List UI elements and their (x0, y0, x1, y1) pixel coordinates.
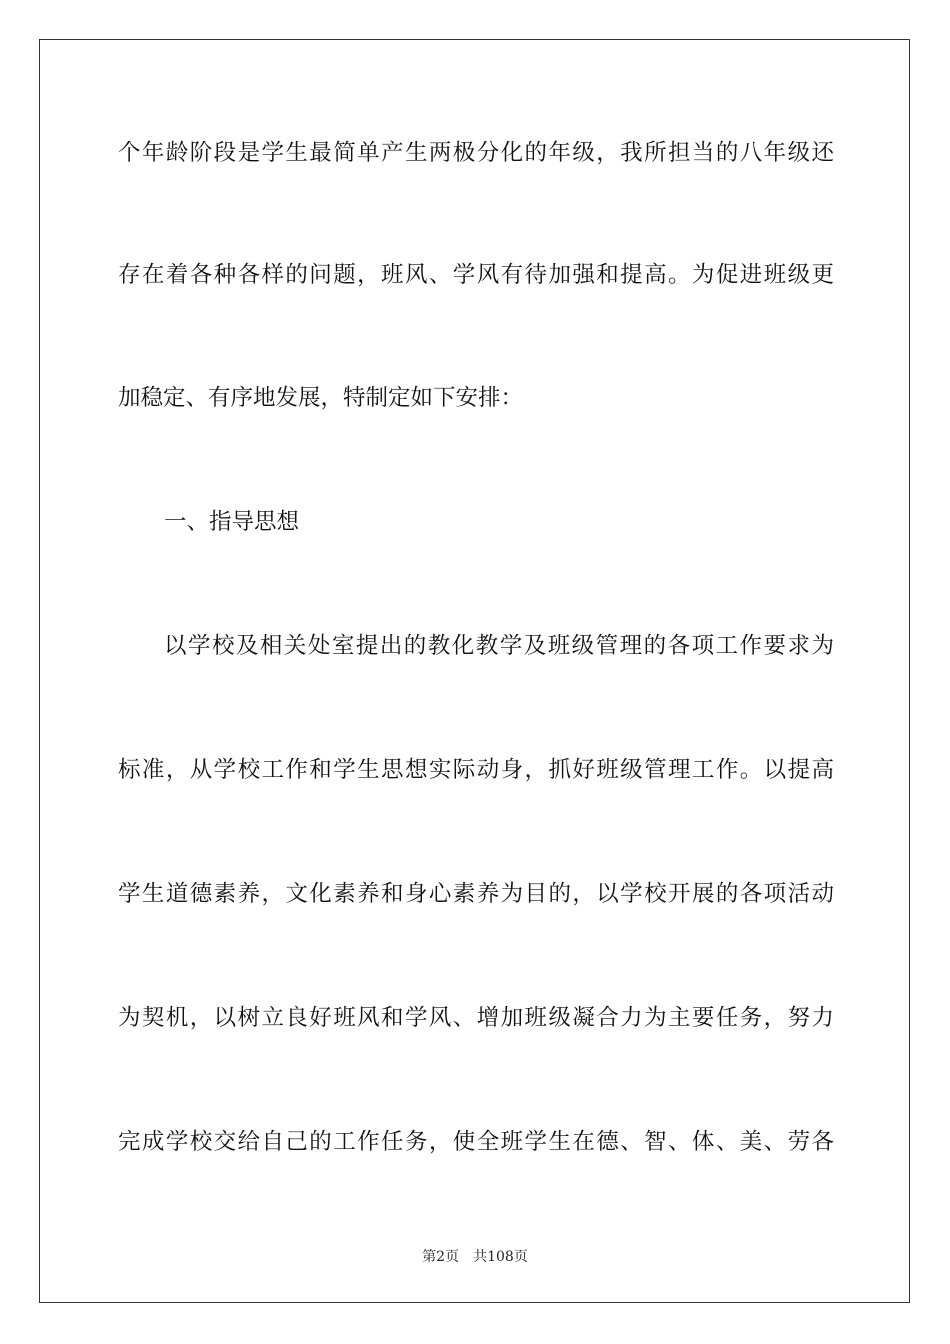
paragraph-line-4: 以学校及相关处室提出的教化教学及班级管理的各项工作要求为 (164, 633, 834, 659)
paragraph-line-6: 学生道德素养，文化素养和身心素养为目的，以学校开展的各项活动 (118, 881, 834, 907)
page-footer (0, 1248, 950, 1266)
paragraph-line-5: 标准，从学校工作和学生思想实际动身，抓好班级管理工作。以提高 (118, 757, 834, 783)
page-number: 第2页 (422, 1249, 460, 1265)
paragraph-line-2: 存在着各种各样的问题，班风、学风有待加强和提高。为促进班级更 (118, 262, 834, 288)
paragraph-line-8: 完成学校交给自己的工作任务，使全班学生在德、智、体、美、劳各 (118, 1129, 834, 1155)
paragraph-line-1: 个年龄阶段是学生最简单产生两极分化的年级，我所担当的八年级还 (118, 140, 834, 166)
page-border (39, 39, 910, 1303)
page-total: 共108页 (473, 1249, 528, 1265)
paragraph-line-7: 为契机，以树立良好班风和学风、增加班级凝合力为主要任务，努力 (118, 1005, 834, 1031)
paragraph-line-3: 加稳定、有序地发展，特制定如下安排： (118, 385, 524, 411)
section-heading: 一、指导思想 (164, 509, 300, 535)
